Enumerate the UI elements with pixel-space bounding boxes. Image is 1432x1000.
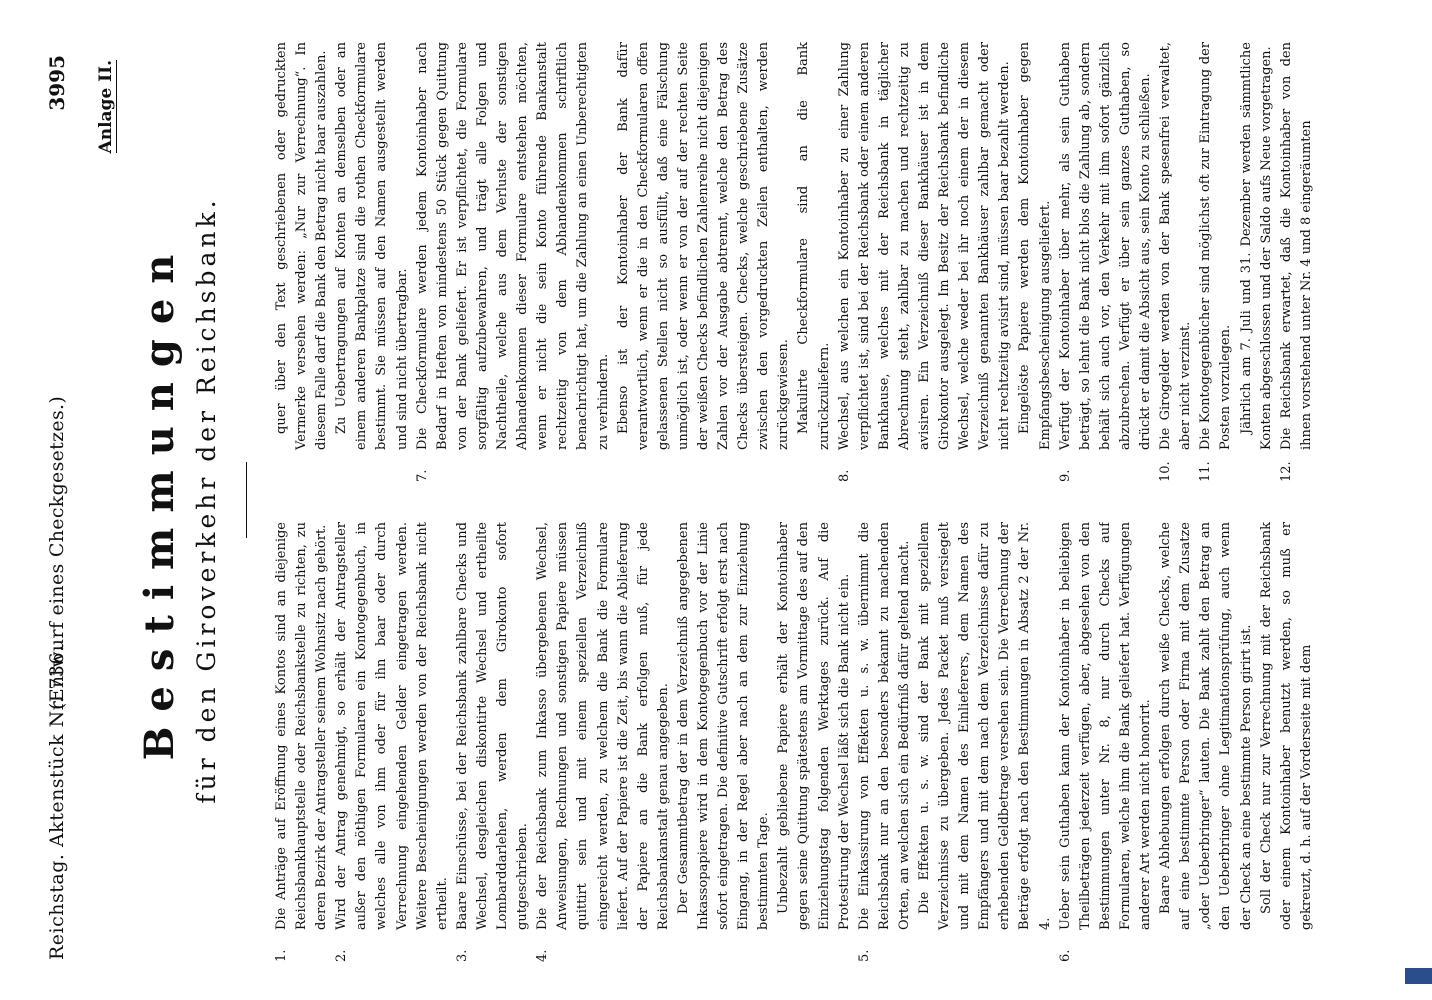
paragraph-number: 11. [1198,461,1214,482]
running-head-middle: (Entwurf eines Checkgesetzes.) [46,395,68,710]
paragraph-number: 2. [334,949,350,962]
paragraph-continuation: Baare Abhebungen erfolgen durch weiße Checks, welche auf eine bestimmte Person oder Firma mit dem Zusatze „oder Ueberbringer“ lauten. Die Bank zahlt den Betrag an den Ueberbringer ohne Legitimationsprüfung, auch wenn der Check an eine bestimmte Person girirt ist. [1158,522,1254,930]
paragraph-text: Die Kontogegenbücher sind möglichst oft zur Eintragung der Posten vorzulegen. [1198,42,1234,450]
numbered-paragraph [835,42,1016,482]
running-head-left: Reichstag. Aktenstück Nr. 736. [46,645,68,960]
paragraph-text: Die der Reichsbank zum Inkasso übergebenen Wechsel, Anweisungen, Rechnungen und sonstigen Papiere müssen quittirt sein und mit einem speziellen Verzeichniß eingereicht werden, zu welchem die Bank die Formulare liefert. Auf der Papiere ist die Zeit, bis wann die Ablieferung der Papiere an die Bank erfolgen muß, für jede Reichsbankanstalt genau angegeben. [535,522,671,930]
paragraph-text: Die Checkformulare werden jedem Kontoinhaber nach Bedarf in Heften von mindestens 50 Stück gegen Quittung von der Bank geliefert. Er ist verpflichtet, die Formulare sorgfältig aufzubewahren, und trägt alle Folgen und Nachtheile, welche aus dem Verluste der sonstigen Abhandenkommen dieser Formulare entstehen möchten, wenn er nicht die sein Konto führende Bankanstalt rechtzeitig von dem Abhandenkommen schriftlich benachrichtigt hat, um die Zahlung an einen Unberechtigten zu verhindern. [414,42,611,450]
paragraph-continuation: Jährlich am 7. Juli und 31. Dezember werden sämmtliche Konten abgeschlossen und der Saldo aufs Neue vorgetragen. [1238,42,1274,450]
document-subtitle: für den Giroverkehr der Reichsbank. [192,196,221,804]
paragraph-number: 8. [836,469,852,482]
numbered-paragraph [1056,42,1156,482]
numbered-paragraph [1196,42,1236,482]
paragraph-text: Die Einkassirung von Effekten u. s. w. übernimmt die Reichsbank nur an den besonders bekannt zu machenden Orten, an welchen sich ein Bedürfniß dafür geltend macht. [856,522,912,930]
paragraph-continuation: Unbezahlt gebliebene Papiere erhält der Kontoinhaber gegen seine Quittung spätestens am Vormittage des auf den Einziehungstag folgenden Werktages zurück. Auf die Protestirung der Wechsel läßt sich die Bank nicht ein. [776,522,852,930]
numbered-paragraph [272,522,332,962]
left-text-column [272,522,1392,962]
title-divider [246,462,247,538]
digitization-note [1412,8,1428,988]
paragraph-text: Verfügt der Kontoinhaber über mehr, als sein Guthaben beträgt, so lehnt die Bank nicht blos die Zahlung ab, sondern behält sich auch vor, den Verkehr mit ihm sofort gänzlich abzubrechen. Verfügt er über sein ganzes Guthaben, so drückt er damit die Absicht aus, sein Konto zu schließen. [1057,42,1154,450]
paragraph-continuation: Die Effekten u. s. w. sind der Bank mit speziellem Verzeichnisse zu übergeben. Jedes Packet muß versiegelt und mit dem Namen des Einlieferers, dem Namen des Empfängers und mit dem nach dem Verzeichnisse dafür zu erhebenden Geldbetrage versehen sein. Die Verrechnung der Beträge erfolgt nach den Bestimmungen in Absatz 2 der Nr. 4. [917,522,1053,930]
numbered-paragraph [533,522,674,962]
annex-label: Anlage II. [96,60,116,154]
paragraph-continuation: quer über den Text geschriebenen oder gedruckten Vermerke versehen werden: „Nur zur Verrechnung“. In diesem Falle darf die Bank den Betrag nicht baar auszahlen. [274,42,330,450]
paragraph-text: Wechsel, aus welchen ein Kontoinhaber zu einer Zahlung verpflichtet ist, sind bei der Reichsbank oder einem anderen Bankhause, welches mit der Reichsbank in täglicher Abrechnung steht, zahlbar zu machen und rechtzeitig zu avisiren. Ein Verzeichniß dieser Bankhäuser ist in dem Girokontor ausgelegt. Im Besitz der Reichsbank befindliche Wechsel, welche weder bei ihr noch einem der in diesem Verzeichniß genannten Bankhäuser zahlbar gemacht oder nicht rechtzeitig avisirt sind, müssen baar bezahlt werden. [836,42,1013,450]
paragraph-number: 9. [1057,469,1073,482]
paragraph-text: Wird der Antrag genehmigt, so erhält der Antragsteller außer den nöthigen Formularen ein Kontogegenbuch, in welches alle von ihm oder für ihn baar oder durch Verrechnung eingehenden Gelder eingetragen werden. Weitere Bescheinigungen werden von der Reichsbank nicht ertheilt. [334,522,450,930]
numbered-paragraph [1277,42,1317,482]
paragraph-continuation: Ebenso ist der Kontoinhaber der Bank dafür verantwortlich, wenn er die in den Checkformularen offen gelassenen Stellen nicht so ausfüllt, daß eine Fälschung unmöglich ist, oder wenn er von der auf der rechten Seite der weißen Checks befindlichen Zahlenreihe nicht diejenigen Zahlen vor der Ausgabe abtrennt, welche den Betrag des Checks übersteigen. Checks, welche geschriebene Zusätze zwischen den vorgedruckten Zeilen enthalten, werden zurückgewiesen. [615,42,792,450]
paragraph-text: Die Girogelder werden von der Bank spesenfrei verwaltet, aber nicht verzinst. [1158,42,1194,450]
paragraph-text: Ueber sein Guthaben kann der Kontoinhaber in beliebigen Theilbeträgen jederzeit verfügen, aber, abgesehen von den Bestimmungen unter Nr. 8, nur durch Checks auf Formularen, welche ihm die Bank geliefert hat. Verfügungen anderer Art werden nicht honorirt. [1057,522,1154,930]
paragraph-text: Die Anträge auf Eröffnung eines Kontos sind an diejenige Reichsbankhauptstelle oder Reichsbankstelle zu richten, zu deren Bezirk der Antragsteller seinem Wohnsitz nach gehört. [274,522,330,930]
running-head [40,55,74,960]
numbered-paragraph [855,522,915,962]
numbered-paragraph [453,522,533,962]
paragraph-number: 12. [1278,461,1294,482]
right-text-column [272,42,1392,482]
paragraph-continuation: Makulirte Checkformulare sind an die Bank zurückzuliefern. [796,42,832,450]
paragraph-number: 1. [274,949,289,962]
paragraph-number: 3. [454,949,470,962]
paragraph-text: Die Reichsbank erwartet, daß die Kontoinhaber von den ihnen vorstehend unter Nr. 4 und 8 eingeräumten [1278,42,1314,450]
dfg-logo [1405,968,1432,984]
paragraph-number: 4. [535,949,551,962]
paragraph-text: Baare Einschüsse, bei der Reichsbank zahlbare Checks und Wechsel, desgleichen diskontirte Wechsel und ertheilte Lombarddarlehen, werden dem Girokonto sofort gutgeschrieben. [454,522,531,930]
paragraph-continuation: Soll der Check nur zur Verrechnung mit der Reichsbank oder einem Kontoinhaber benutzt werden, so muß er gekreuzt, d. h. auf der Vorderseite mit dem [1258,522,1314,930]
document-title: Bestimmungen [136,239,183,761]
paragraph-number: 6. [1057,949,1073,962]
page-number: 3995 [45,55,69,111]
numbered-paragraph [332,522,453,962]
paragraph-continuation: Eingelöste Papiere werden dem Kontoinhaber gegen Empfangsbescheinigung ausgeliefert. [1017,42,1053,450]
numbered-paragraph [413,42,614,482]
numbered-paragraph [1056,522,1156,962]
paragraph-continuation: Der Gesammtbetrag der in dem Verzeichniß angegebenen Inkassopapiere wird in dem Kontogegenbuch vor der Linie sofort eingetragen. Die definitive Gutschrift erfolgt erst nach Eingang, in der Regel aber nach an dem zur Einziehung bestimmten Tage. [675,522,772,930]
numbered-paragraph [1156,42,1196,482]
paragraph-number: 5. [856,949,872,962]
paragraph-continuation: Zu Uebertragungen auf Konten an demselben oder an einem anderen Bankplatze sind die rothen Checkformulare bestimmt. Sie müssen auf den Namen ausgestellt werden und sind nicht übertragbar. [334,42,410,450]
paragraph-number: 7. [414,469,430,482]
paragraph-number: 10. [1158,461,1174,482]
